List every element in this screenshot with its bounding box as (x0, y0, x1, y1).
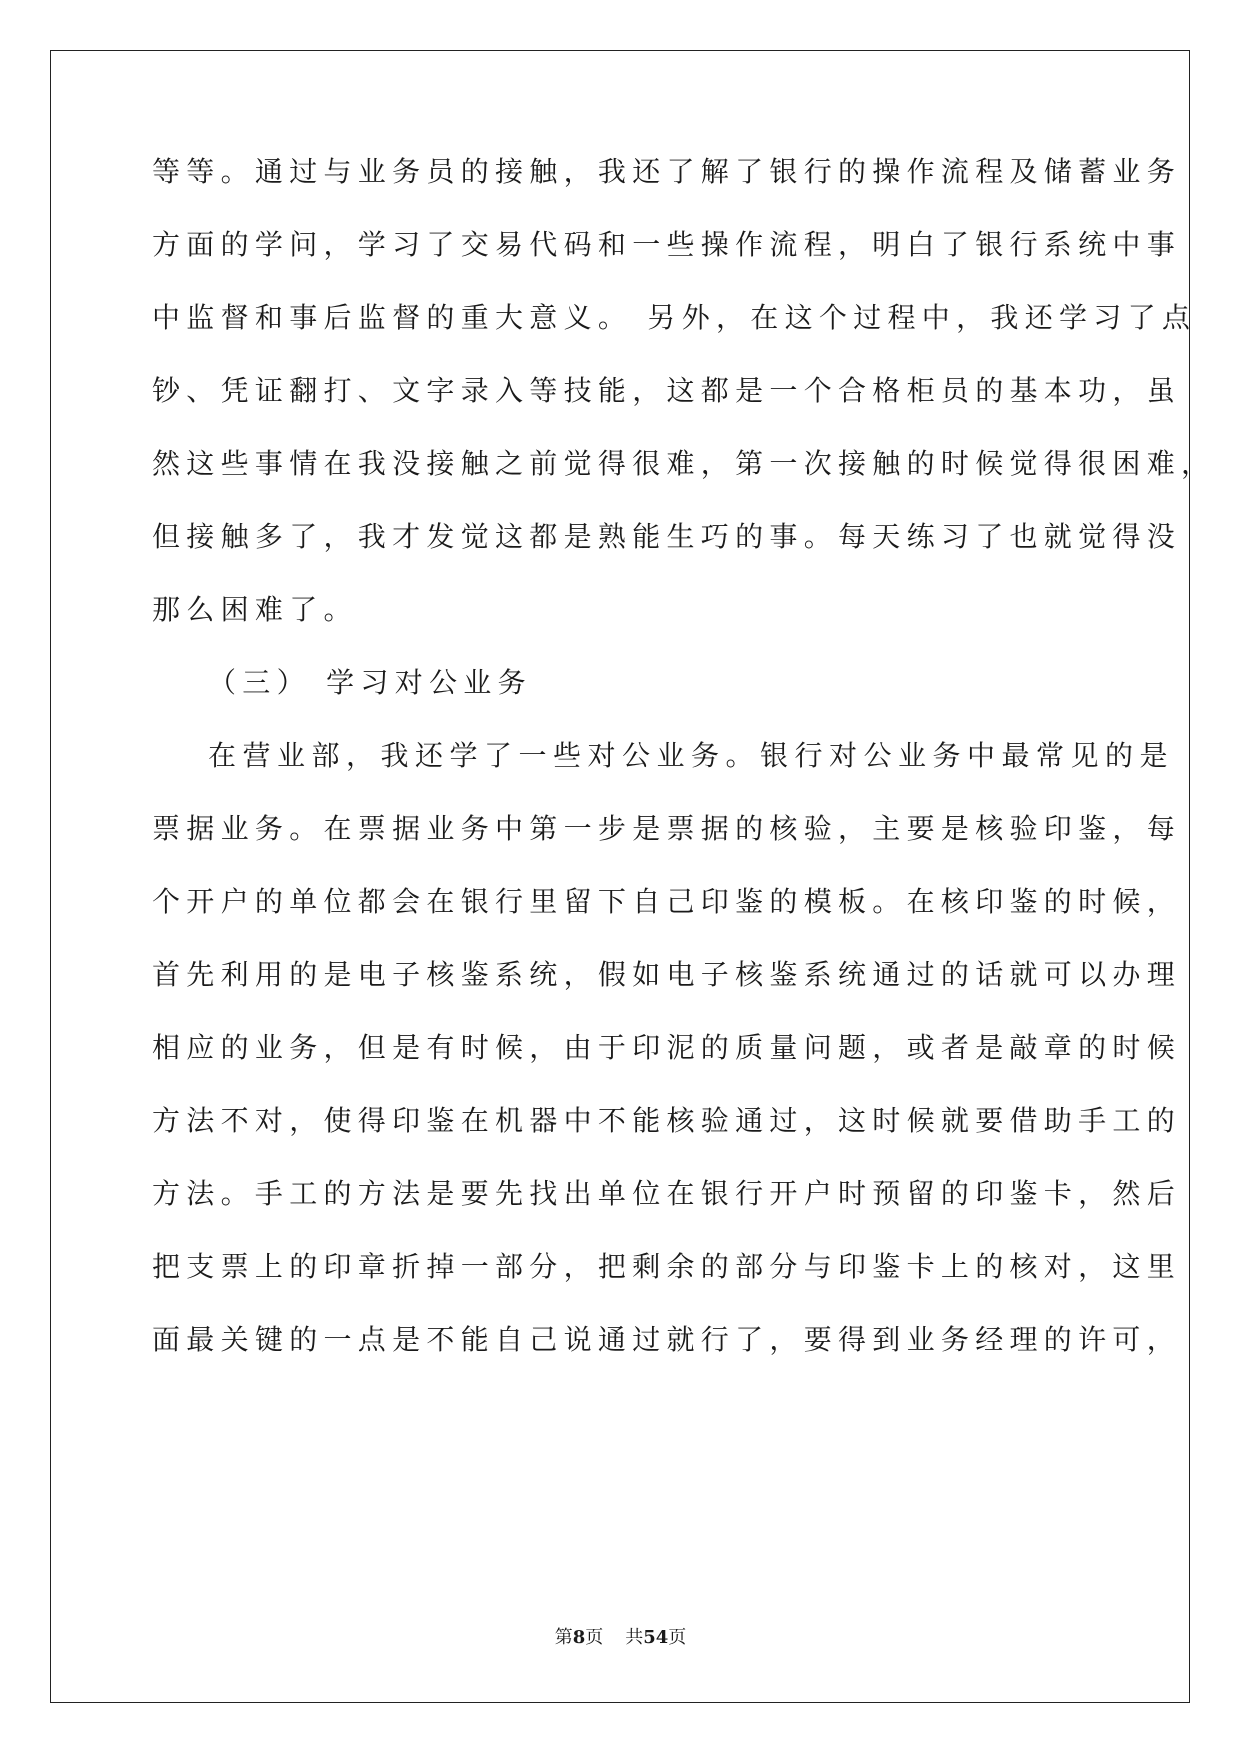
paragraph-line: 那么困难了。 (152, 593, 358, 626)
paragraph-line: 钞、凭证翻打、文字录入等技能，这都是一个合格柜员的基本功，虽 (152, 374, 1182, 407)
paragraph-line: 在营业部，我还学了一些对公业务。银行对公业务中最常见的是 (208, 739, 1175, 772)
page-footer (0, 1626, 1241, 1650)
paragraph-line: 方面的学问，学习了交易代码和一些操作流程，明白了银行系统中事 (152, 228, 1182, 261)
page-prefix: 第 (554, 1627, 573, 1648)
paragraph-line: 然这些事情在我没接触之前觉得很难，第一次接触的时候觉得很困难， (152, 447, 1216, 480)
paragraph-line: 票据业务。在票据业务中第一步是票据的核验，主要是核验印鉴，每 (152, 812, 1182, 845)
paragraph-line: 方法不对，使得印鉴在机器中不能核验通过，这时候就要借助手工的 (152, 1104, 1182, 1137)
paragraph-line: 方法。手工的方法是要先找出单位在银行开户时预留的印鉴卡，然后 (152, 1177, 1182, 1210)
section-heading: （三） 学习对公业务 (208, 666, 532, 699)
total-prefix: 共 (625, 1627, 644, 1648)
paragraph-line: 首先利用的是电子核鉴系统，假如电子核鉴系统通过的话就可以办理 (152, 958, 1182, 991)
paragraph-line: 相应的业务，但是有时候，由于印泥的质量问题，或者是敲章的时候 (152, 1031, 1182, 1064)
paragraph-line: 把支票上的印章折掉一部分，把剩余的部分与印鉴卡上的核对，这里 (152, 1250, 1182, 1283)
total-pages: 54 (643, 1627, 669, 1648)
paragraph-line: 面最关键的一点是不能自己说通过就行了，要得到业务经理的许可， (152, 1323, 1182, 1356)
paragraph-line: 个开户的单位都会在银行里留下自己印鉴的模板。在核印鉴的时候， (152, 885, 1182, 918)
paragraph-line: 但接触多了，我才发觉这都是熟能生巧的事。每天练习了也就觉得没 (152, 520, 1182, 553)
page-number: 8 (572, 1627, 586, 1648)
page-suffix: 页 (585, 1627, 604, 1648)
paragraph-line: 中监督和事后监督的重大意义。 另外，在这个过程中，我还学习了点 (152, 301, 1197, 334)
paragraph-line: 等等。通过与业务员的接触，我还了解了银行的操作流程及储蓄业务 (152, 155, 1182, 188)
total-suffix: 页 (668, 1627, 687, 1648)
